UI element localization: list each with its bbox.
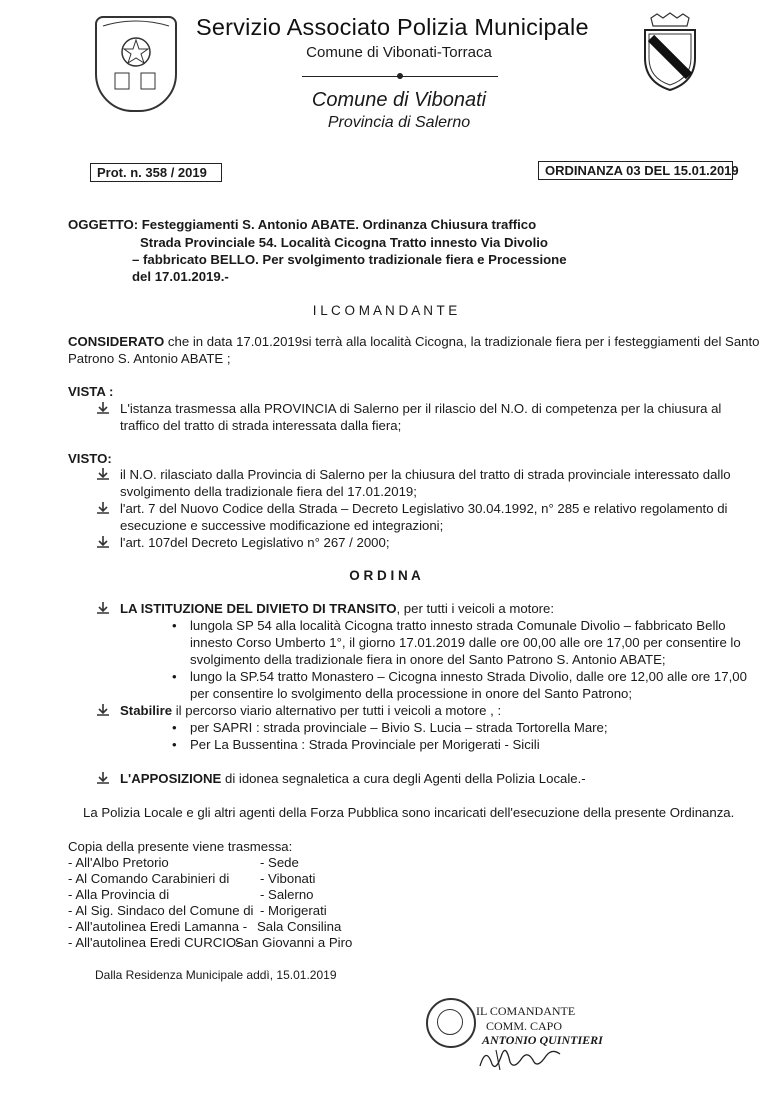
divieto-sub-1-line-2: innesto Corso Umberto 1°, il giorno 17.01.2019 dalle ore 00,00 alle ore 17,00 per consentire lo — [190, 635, 741, 650]
divieto-heading — [120, 601, 554, 616]
bullet-arrow-icon — [96, 601, 110, 618]
stabilire-label: Stabilire — [120, 703, 173, 718]
subject-line-3: – fabbricato BELLO. Per svolgimento tradizionale fiera e Processione — [132, 252, 567, 267]
date-place-line: Dalla Residenza Municipale addì, 15.01.2019 — [95, 968, 337, 982]
copia-row-left: - Al Sig. Sindaco del Comune di — [68, 903, 254, 918]
bullet-arrow-icon — [96, 771, 110, 788]
stabilire-heading — [120, 703, 501, 718]
bullet-dot: • — [172, 618, 177, 633]
section-heading-ordina: O R D I N A — [349, 568, 421, 583]
visto-item-3: l'art. 107del Decreto Legislativo n° 267 / 2000; — [120, 535, 390, 550]
subject-line-1: OGGETTO: Festeggiamenti S. Antonio ABATE. Ordinanza Chiusura traffico — [68, 217, 537, 232]
considerato-line-2: Patrono S. Antonio ABATE ; — [68, 351, 231, 366]
bullet-arrow-icon — [96, 703, 110, 720]
divieto-sub-1-line-1: lungola SP 54 alla località Cicogna tratto innesto strada Comunale Divolio – fabbricato Bello — [190, 618, 726, 633]
stabilire-sub-2: Per La Bussentina : Strada Provinciale per Morigerati - Sicili — [190, 737, 540, 752]
copia-row-right: - Morigerati — [260, 903, 327, 918]
handwritten-signature-icon — [476, 1040, 566, 1077]
signature-name: ANTONIO QUINTIERI — [482, 1033, 603, 1047]
municipal-crest-icon — [637, 12, 703, 92]
divieto-sub-2-line-2: per consentire lo svolgimento della processione in onore del Santo Patrono; — [190, 686, 633, 701]
subject-line-2: Strada Provinciale 54. Località Cicogna Tratto innesto Via Divolio — [140, 235, 548, 250]
considerato-line-1 — [68, 334, 760, 349]
vista-label: VISTA : — [68, 384, 114, 399]
header-comune: Comune di Vibonati — [311, 89, 487, 111]
incaricati-paragraph: La Polizia Locale e gli altri agenti della Forza Pubblica sono incaricati dell'esecuzione della presente Ordinanza. — [83, 805, 735, 820]
divieto-sub-1-line-3: svolgimento della tradizionale fiera in onore del Santo Patrono S. Antonio ABATE; — [190, 652, 666, 667]
considerato-label: CONSIDERATO — [68, 334, 165, 349]
considerato-text: che in data 17.01.2019si terrà alla località Cicogna, la tradizionale fiera per i festeggiamenti del Santo — [164, 334, 760, 349]
copia-row-right: - Vibonati — [260, 871, 316, 886]
vista-line-2: traffico del tratto di strada interessata dalla fiera; — [120, 418, 402, 433]
bullet-arrow-icon — [96, 401, 110, 418]
apposizione-text: di idonea segnaletica a cura degli Agenti della Polizia Locale.- — [221, 771, 586, 786]
copia-row-left: - All'Albo Pretorio — [68, 855, 169, 870]
copia-row-right: Sala Consilina — [257, 919, 342, 934]
copia-row-left: - All'autolinea Eredi CURCIO- — [68, 935, 241, 950]
subject-line-4: del 17.01.2019.- — [132, 269, 229, 284]
divieto-text: , per tutti i veicoli a motore: — [396, 601, 555, 616]
visto-item-2-line-1: l'art. 7 del Nuovo Codice della Strada – Decreto Legislativo 30.04.1992, n° 285 e relativo regolamento di — [120, 501, 728, 516]
bullet-dot: • — [172, 669, 177, 684]
visto-item-1-line-1: il N.O. rilasciato dalla Provincia di Salerno per la chiusura del tratto di strada provinciale interessato dallo — [120, 467, 731, 482]
visto-label: VISTO: — [68, 451, 112, 466]
copia-intro: Copia della presente viene trasmessa: — [68, 839, 293, 854]
copia-row-right: - Salerno — [260, 887, 314, 902]
section-heading-comandante: I L C O M A N D A N T E — [312, 303, 458, 318]
copia-row-right: San Giovanni a Piro — [235, 935, 353, 950]
stabilire-sub-1: per SAPRI : strada provinciale – Bivio S. Lucia – strada Tortorella Mare; — [190, 720, 608, 735]
bullet-dot: • — [172, 720, 177, 735]
header-divider-dot — [397, 73, 403, 79]
bullet-arrow-icon — [96, 501, 110, 518]
visto-item-1-line-2: svolgimento della tradizionale fiera del 17.01.2019; — [120, 484, 417, 499]
apposizione-label: L'APPOSIZIONE — [120, 771, 222, 786]
signature-title: IL COMANDANTE — [476, 1004, 576, 1018]
divieto-sub-2-line-1: lungo la SP.54 tratto Monastero – Cicogna innesto Strada Divolio, dalle ore 12,00 alle ore 17,00 — [190, 669, 747, 684]
header-subtitle: Comune di Vibonati-Torraca — [306, 44, 492, 61]
header-provincia: Provincia di Salerno — [327, 114, 471, 131]
stabilire-text: il percorso viario alternativo per tutti i veicoli a motore , : — [172, 703, 502, 718]
ordinance-number: ORDINANZA 03 DEL 15.01.2019 — [538, 161, 733, 180]
visto-item-2-line-2: esecuzione e successive modificazione ed integrazioni; — [120, 518, 444, 533]
copia-row-left: - All'autolinea Eredi Lamanna - — [68, 919, 248, 934]
copia-row-left: - Al Comando Carabinieri di — [68, 871, 230, 886]
copia-row-right: - Sede — [260, 855, 299, 870]
protocol-number: Prot. n. 358 / 2019 — [90, 163, 222, 182]
stamp-inner-ring — [437, 1009, 463, 1035]
apposizione-line — [120, 771, 586, 786]
bullet-arrow-icon — [96, 467, 110, 484]
copia-row-left: - Alla Provincia di — [68, 887, 170, 902]
divieto-label: LA ISTITUZIONE DEL DIVIETO DI TRANSITO — [120, 601, 397, 616]
header-title: Servizio Associato Polizia Municipale — [196, 14, 589, 40]
signature-rank: COMM. CAPO — [486, 1019, 563, 1033]
vista-line-1: L'istanza trasmessa alla PROVINCIA di Salerno per il rilascio del N.O. di competenza per la chiusura al — [120, 401, 722, 416]
bullet-arrow-icon — [96, 535, 110, 552]
bullet-dot: • — [172, 737, 177, 752]
